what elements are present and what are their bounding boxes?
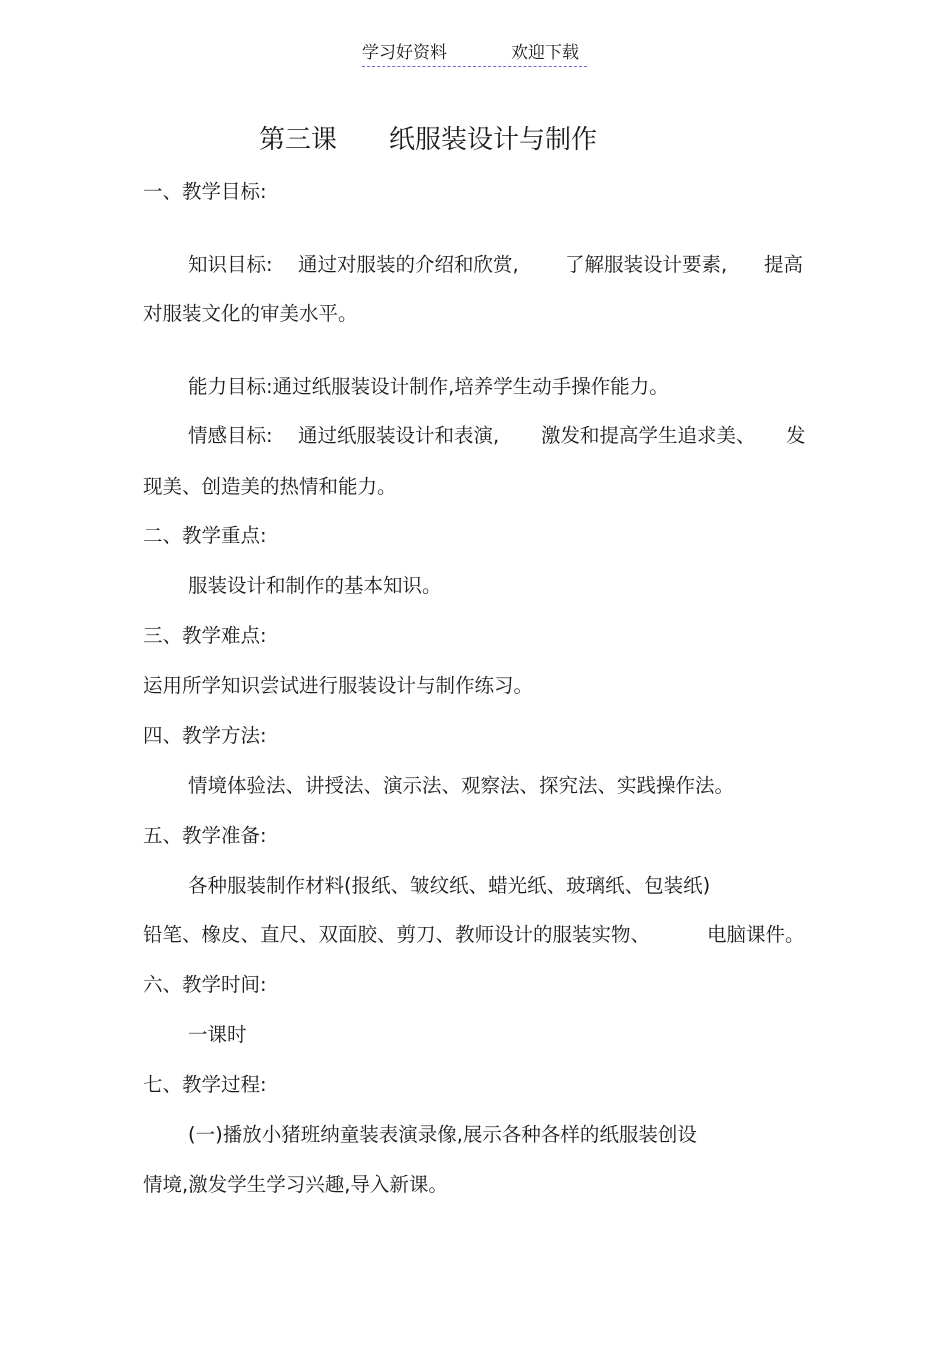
- difficulties-body: 运用所学知识尝试进行服装设计与制作练习。: [143, 674, 534, 697]
- page-header: [362, 40, 587, 67]
- emotion-goal-label: 情感目标:: [188, 424, 273, 447]
- title-lesson: 第三课: [259, 125, 338, 155]
- knowledge-goal-line: [0, 250, 950, 280]
- preparation-body-3: 电脑课件。: [707, 923, 805, 946]
- section-heading-difficulties: 三、教学难点:: [143, 624, 267, 647]
- preparation-line-2: [0, 920, 950, 950]
- methods-body: 情境体验法、讲授法、演示法、观察法、探究法、实践操作法。: [188, 774, 735, 797]
- preparation-body-1: 各种服装制作材料(报纸、皱纹纸、蜡光纸、玻璃纸、包装纸): [188, 874, 711, 897]
- key-points-body: 服装设计和制作的基本知识。: [188, 574, 442, 597]
- section-heading-methods: 四、教学方法:: [143, 724, 267, 747]
- knowledge-goal-label: 知识目标:: [188, 253, 273, 276]
- section-heading-objectives: 一、教学目标:: [143, 180, 267, 203]
- knowledge-goal-continuation: 对服装文化的审美水平。: [143, 302, 358, 325]
- header-left-text: 学习好资料: [362, 43, 447, 63]
- section-heading-preparation: 五、教学准备:: [143, 824, 267, 847]
- time-body: 一课时: [188, 1023, 247, 1046]
- section-heading-process: 七、教学过程:: [143, 1073, 267, 1096]
- preparation-body-2: 铅笔、橡皮、直尺、双面胶、剪刀、教师设计的服装实物、: [143, 923, 651, 946]
- knowledge-goal-text-3: 提高: [764, 253, 804, 276]
- emotion-goal-continuation: 现美、创造美的热情和能力。: [143, 475, 397, 498]
- knowledge-goal-text-1: 通过对服装的介绍和欣赏,: [298, 253, 519, 276]
- emotion-goal-text-3: 发: [786, 424, 806, 447]
- process-body-1: (一)播放小猪班纳童装表演录像,展示各种各样的纸服装创设: [188, 1123, 697, 1146]
- emotion-goal-text-1: 通过纸服装设计和表演,: [298, 424, 500, 447]
- ability-goal: 能力目标:通过纸服装设计制作,培养学生动手操作能力。: [188, 375, 669, 398]
- title-name: 纸服装设计与制作: [389, 125, 598, 155]
- page-title: [259, 122, 598, 158]
- section-heading-time: 六、教学时间:: [143, 973, 267, 996]
- section-heading-key-points: 二、教学重点:: [143, 524, 267, 547]
- knowledge-goal-text-2: 了解服装设计要素,: [565, 253, 728, 276]
- emotion-goal-text-2: 激发和提高学生追求美、: [541, 424, 756, 447]
- header-right-text: 欢迎下载: [511, 43, 579, 63]
- process-body-2: 情境,激发学生学习兴趣,导入新课。: [143, 1173, 448, 1196]
- emotion-goal-line: [0, 421, 950, 451]
